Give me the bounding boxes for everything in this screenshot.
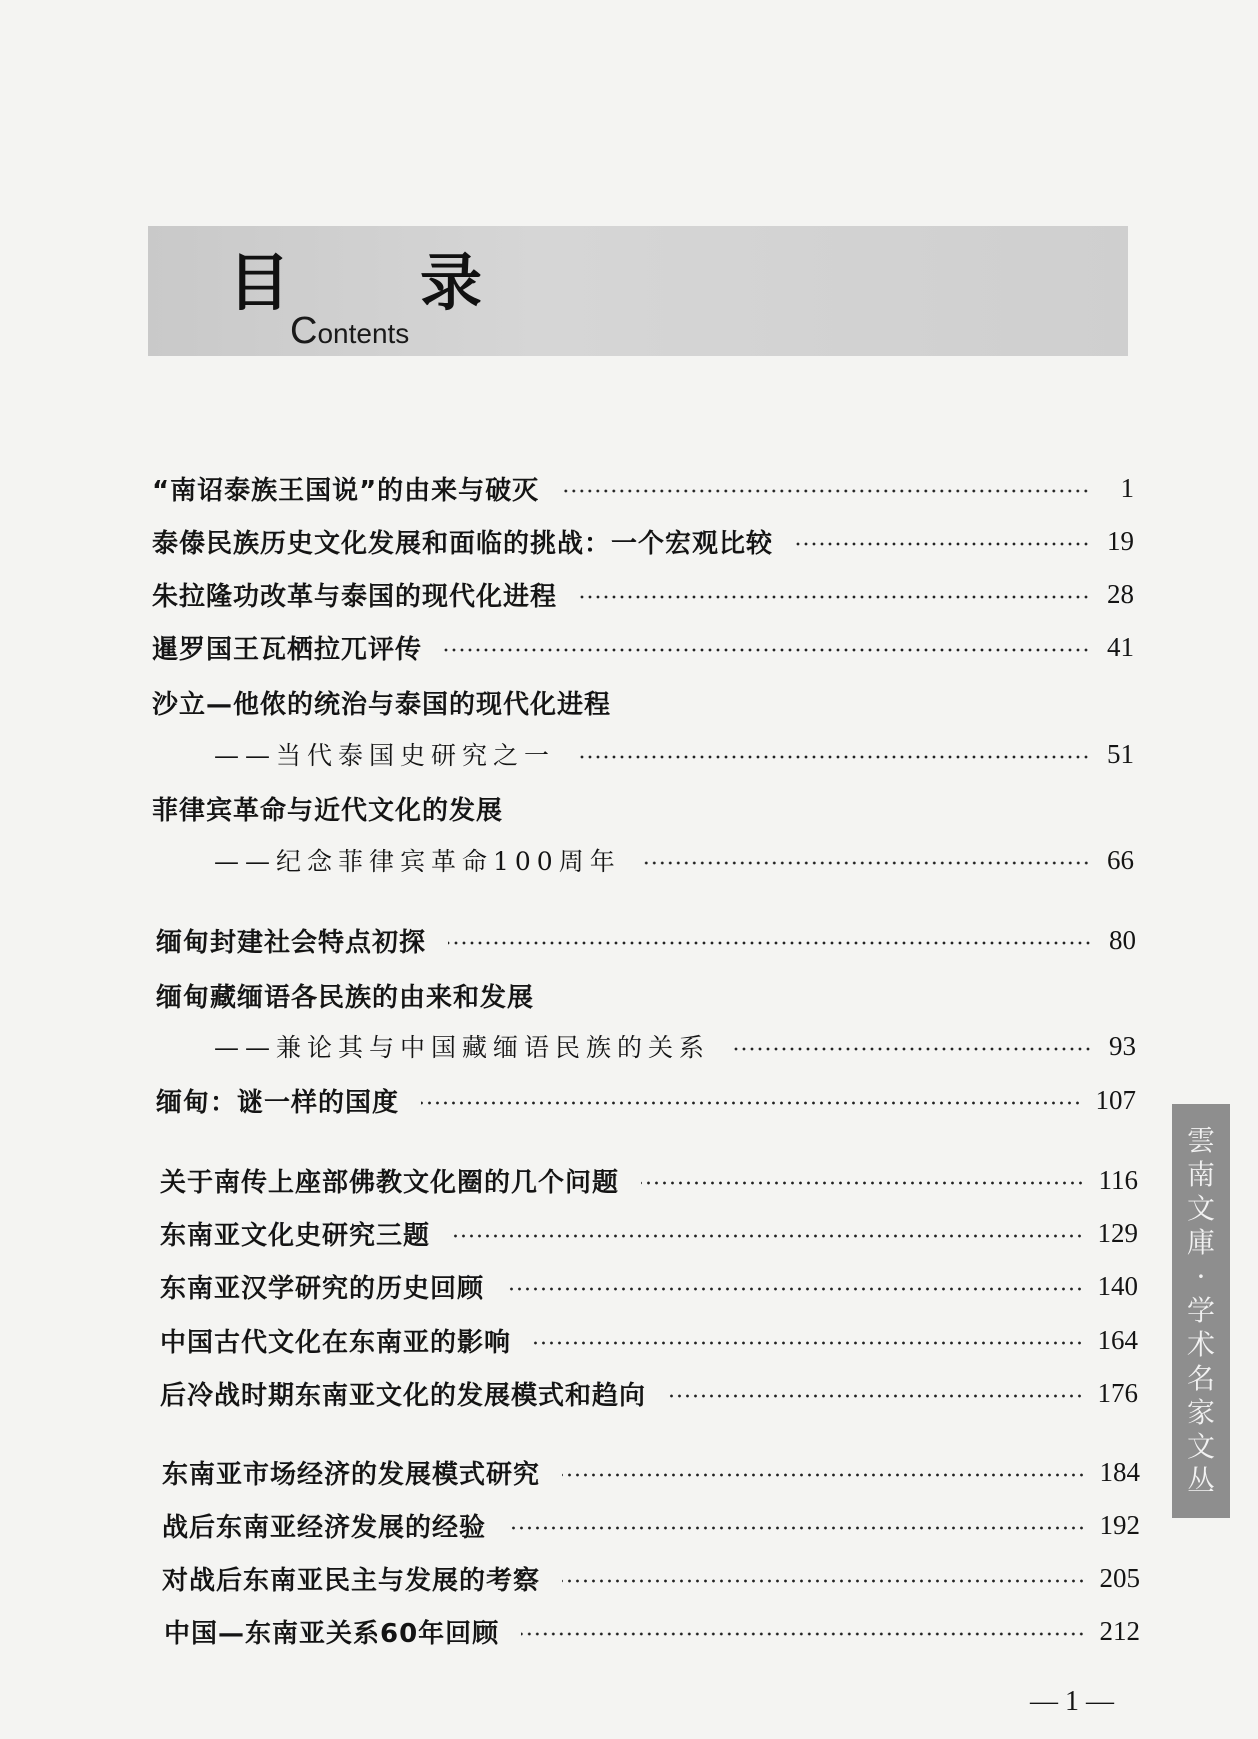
toc-entry-title: 缅甸藏缅语各民族的由来和发展 <box>156 982 535 1013</box>
toc-entry-page: 51 <box>1107 738 1134 769</box>
toc-entry-page: 66 <box>1107 844 1134 875</box>
toc-title-char-1: 目 <box>228 246 291 319</box>
toc-entry[interactable] <box>156 975 1136 1015</box>
leader-dots <box>668 1394 1083 1398</box>
leader-dots <box>562 1473 1085 1477</box>
toc-entry-page: 205 <box>1099 1562 1140 1593</box>
toc-entry[interactable] <box>160 1266 1138 1306</box>
toc-entry[interactable] <box>160 1213 1138 1253</box>
toc-entry-page: 129 <box>1097 1217 1138 1248</box>
leader-dots <box>732 1047 1092 1051</box>
contents-subtitle-rest: ontents <box>317 318 410 349</box>
toc-entry[interactable] <box>152 682 1134 722</box>
toc-entry[interactable] <box>162 1505 1140 1545</box>
toc-entry-title: 沙立—他侬的统治与泰国的现代化进程 <box>152 689 612 720</box>
leader-dots <box>643 861 1090 865</box>
toc-title-char-2: 录 <box>420 246 483 319</box>
toc-entry[interactable] <box>160 1160 1138 1200</box>
toc-entry-title: 东南亚文化史研究三题 <box>160 1220 431 1251</box>
toc-entry-title: 缅甸：谜一样的国度 <box>156 1087 400 1118</box>
toc-entry-title: 菲律宾革命与近代文化的发展 <box>152 795 504 826</box>
toc-entry-title: 暹罗国王瓦栖拉兀评传 <box>152 634 423 665</box>
toc-entry-page: 93 <box>1109 1030 1136 1061</box>
toc-entry-title: 泰傣民族历史文化发展和面临的挑战：一个宏观比较 <box>152 528 774 559</box>
toc-entry[interactable] <box>152 468 1134 508</box>
toc-entry[interactable] <box>156 1080 1136 1120</box>
leader-dots <box>444 648 1090 652</box>
toc-entry-title: 战后东南亚经济发展的经验 <box>162 1512 487 1543</box>
leader-dots <box>795 542 1090 546</box>
toc-entry-subtitle[interactable] <box>214 734 1134 774</box>
contents-subtitle <box>290 312 409 350</box>
series-name: 雲南文庫·学术名家文丛 <box>1186 1124 1215 1497</box>
leader-dots <box>533 1341 1083 1345</box>
toc-entry[interactable] <box>160 1373 1138 1413</box>
leader-dots <box>562 1579 1085 1583</box>
toc-entry[interactable] <box>164 1611 1140 1651</box>
contents-subtitle-initial: C <box>290 310 318 352</box>
leader-dots <box>521 1632 1085 1636</box>
toc-entry-page: 184 <box>1099 1456 1140 1487</box>
toc-entry-page: 19 <box>1107 525 1134 556</box>
leader-dots <box>448 941 1092 945</box>
toc-entry-title: 对战后东南亚民主与发展的考察 <box>162 1565 541 1596</box>
toc-entry[interactable] <box>152 788 1134 828</box>
leader-dots <box>452 1234 1083 1238</box>
toc-entry-page: 80 <box>1109 924 1136 955</box>
toc-entry-title: ——当代泰国史研究之一 <box>214 741 556 770</box>
toc-entry[interactable] <box>162 1452 1140 1492</box>
toc-entry[interactable] <box>160 1320 1138 1360</box>
leader-dots <box>508 1526 1085 1530</box>
toc-entry-page: 116 <box>1098 1164 1138 1195</box>
series-side-tab <box>1172 1104 1230 1518</box>
toc-entry-title: 中国—东南亚关系60年回顾 <box>164 1618 500 1649</box>
toc-entry-title: ——纪念菲律宾革命100周年 <box>214 847 621 876</box>
toc-entry[interactable] <box>152 627 1134 667</box>
toc-entry-page: 107 <box>1095 1084 1136 1115</box>
toc-entry-title: 朱拉隆功改革与泰国的现代化进程 <box>152 581 558 612</box>
toc-entry-page: 192 <box>1099 1509 1140 1540</box>
toc-entry[interactable] <box>152 521 1134 561</box>
leader-dots <box>577 755 1090 759</box>
toc-entry-page: 212 <box>1099 1615 1140 1646</box>
leader-dots <box>421 1101 1081 1105</box>
toc-entry-title: 中国古代文化在东南亚的影响 <box>160 1327 512 1358</box>
toc-entry[interactable] <box>162 1558 1140 1598</box>
toc-entry-title: 缅甸封建社会特点初探 <box>156 927 427 958</box>
toc-entry-page: 140 <box>1097 1270 1138 1301</box>
toc-entry-title: 关于南传上座部佛教文化圈的几个问题 <box>160 1167 620 1198</box>
toc-entry-page: 41 <box>1107 631 1134 662</box>
toc-entry-title: 东南亚汉学研究的历史回顾 <box>160 1273 485 1304</box>
toc-entry-title: ——兼论其与中国藏缅语民族的关系 <box>214 1033 711 1062</box>
toc-entry-page: 176 <box>1097 1377 1138 1408</box>
leader-dots <box>506 1287 1083 1291</box>
toc-entry-title: 后冷战时期东南亚文化的发展模式和趋向 <box>160 1380 647 1411</box>
toc-entry[interactable] <box>152 574 1134 614</box>
leader-dots <box>561 489 1090 493</box>
leader-dots <box>579 595 1090 599</box>
leader-dots <box>641 1181 1084 1185</box>
toc-entry-page: 164 <box>1097 1324 1138 1355</box>
toc-entry[interactable] <box>156 920 1136 960</box>
toc-entry-subtitle[interactable] <box>214 840 1134 880</box>
toc-entry-title: “南诏泰族王国说”的由来与破灭 <box>152 475 540 506</box>
page-number: — 1 — <box>1030 1686 1114 1717</box>
toc-entry-subtitle[interactable] <box>214 1026 1136 1066</box>
toc-entry-page: 28 <box>1107 578 1134 609</box>
toc-entry-title: 东南亚市场经济的发展模式研究 <box>162 1459 541 1490</box>
toc-entry-page: 1 <box>1120 472 1134 503</box>
